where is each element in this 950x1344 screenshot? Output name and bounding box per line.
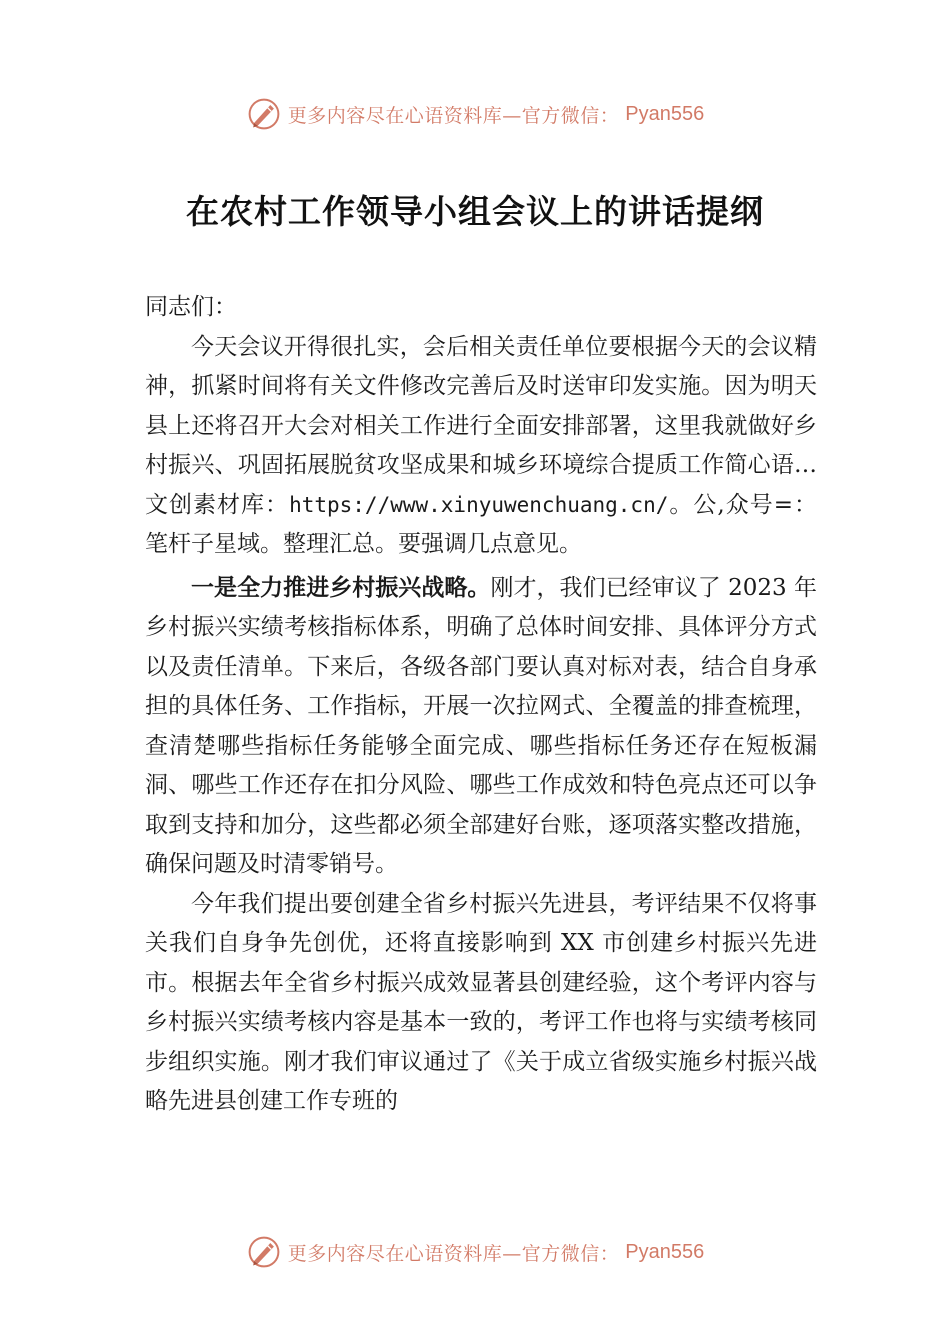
header-banner: [0, 92, 950, 136]
banner-text: 更多内容尽在心语资料库—官方微信：: [287, 104, 620, 127]
banner-wechat-id: Pyan556: [625, 102, 705, 125]
document-body: [145, 288, 817, 1122]
paragraph-2-lead: 一是全力推进乡村振兴战略。: [191, 574, 491, 601]
footer-banner: [0, 1230, 950, 1274]
banner-wechat-id: Pyan556: [625, 1240, 705, 1263]
pen-logo-icon: [246, 96, 282, 132]
salutation: 同志们：: [145, 294, 237, 320]
paragraph-2: [145, 569, 817, 885]
banner-text: 更多内容尽在心语资料库—官方微信：: [287, 1242, 620, 1265]
document-title: 在农村工作领导小组会议上的讲话提纲: [186, 192, 764, 231]
paragraph-1: [145, 328, 817, 565]
paragraph-1-text: 今天会议开得很扎实，会后相关责任单位要根据今天的会议精神，抓紧时间将有关文件修改完善后及时送审印发实施。因为明天县上还将召开大会对相关工作进行全面安排部署，这里我就做好乡村振兴、巩固拓展脱贫攻坚成果和城乡环境综合提质工作简心语…文创素材库：: [145, 333, 817, 518]
paragraph-1-tail: 。公,众号=：笔杆子星域。整理汇总。要强调几点意见。: [145, 491, 818, 557]
paragraph-1-url: https://www.xinyuwenchuang.cn/: [289, 492, 669, 517]
paragraph-2-text: 刚才，我们已经审议了 2023 年乡村振兴实绩考核指标体系，明确了总体时间安排、具体评分方式以及责任清单。下来后，各级各部门要认真对标对表，结合自身承担的具体任务、工作指标，开展一次拉网式、全覆盖的排查梳理，查清楚哪些指标任务能够全面完成、哪些指标任务还存在短板漏洞、哪些工作还存在扣分风险、哪些工作成效和特色亮点还可以争取到支持和加分，这些都必须全部建好台账，逐项落实整改措施，确保问题及时清零销号。: [145, 574, 818, 877]
paragraph-3: 今年我们提出要创建全省乡村振兴先进县，考评结果不仅将事关我们自身争先创优，还将直接影响到 XX 市创建乡村振兴先进市。根据去年全省乡村振兴成效显著县创建经验，这个考评内容与乡村振兴实绩考核内容是基本一致的，考评工作也将与实绩考核同步组织实施。刚才我们审议通过了《关于成立省级实施乡村振兴战略先进县创建工作专班的: [145, 890, 817, 1114]
pen-logo-icon: [246, 1234, 282, 1270]
